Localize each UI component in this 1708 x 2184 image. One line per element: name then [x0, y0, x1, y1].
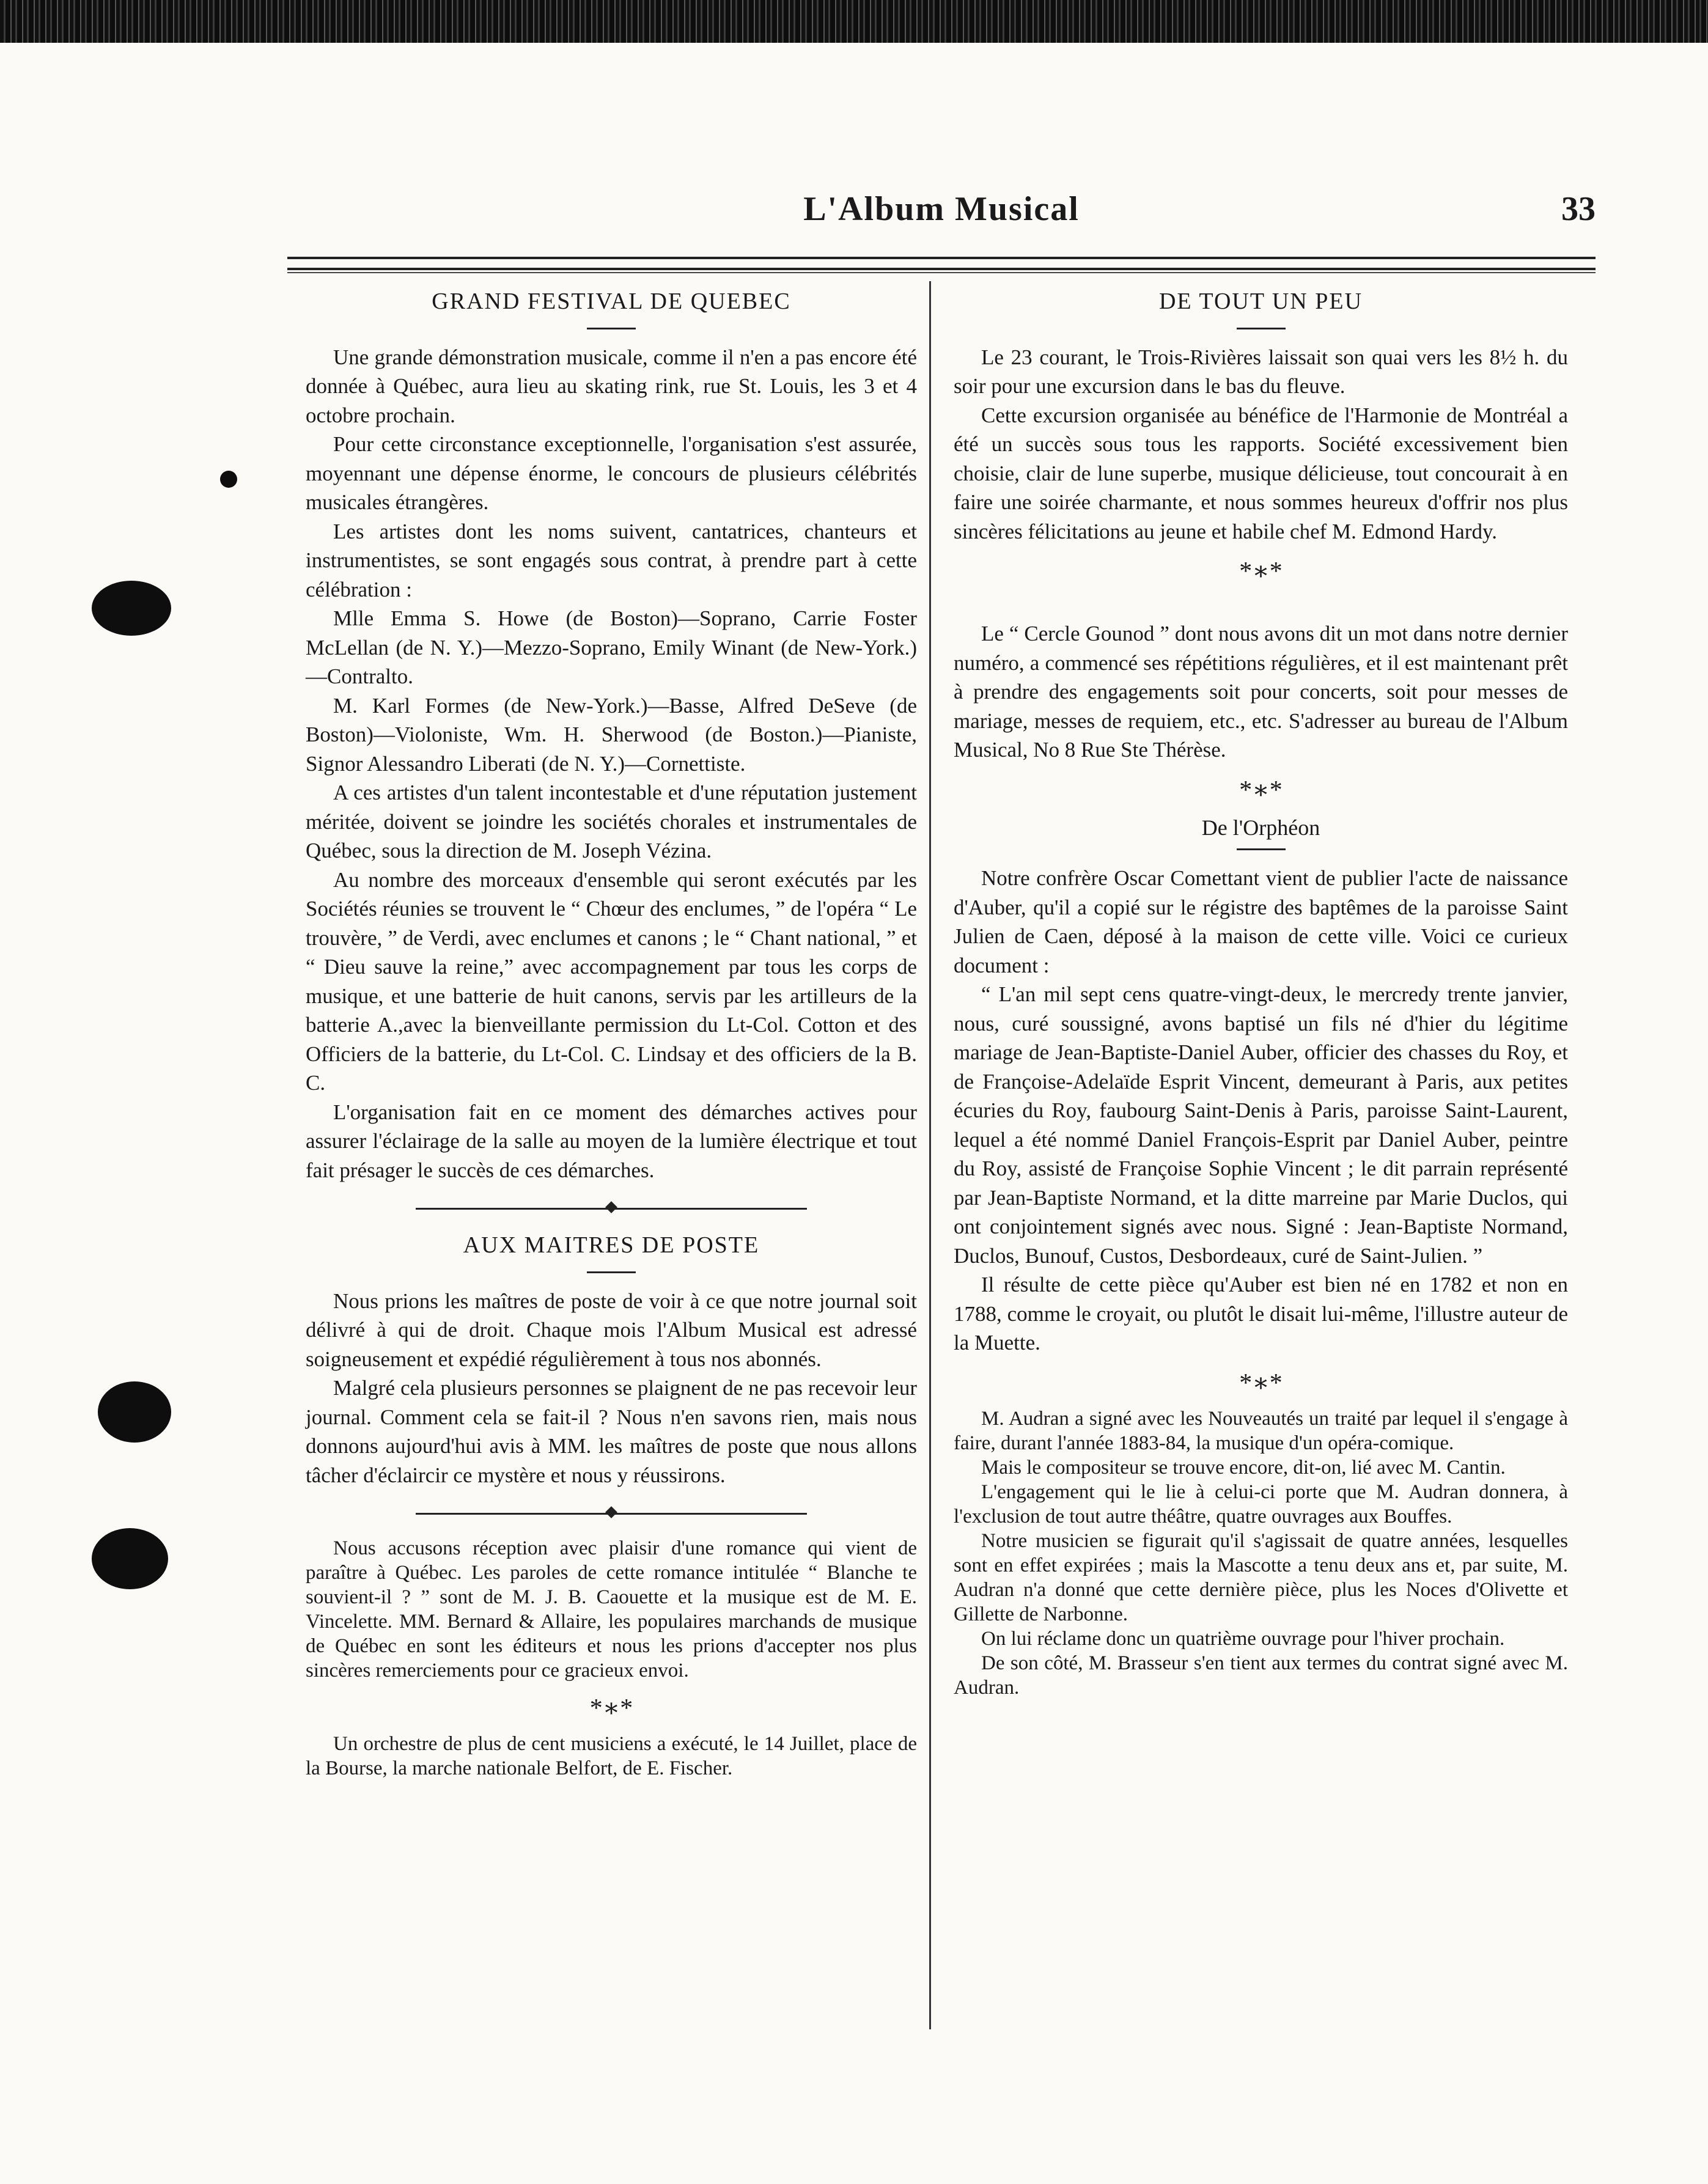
audran-paragraph: De son côté, M. Brasseur s'en tient aux termes du contrat signé avec M. Audran. [954, 1652, 1568, 1699]
margin-blot [92, 581, 171, 636]
asterism: *∗* [589, 1694, 633, 1723]
orpheon-subheading: De l'Orphéon [1201, 815, 1320, 840]
diamond-ornament [605, 1201, 617, 1213]
scan-edge-band [0, 0, 1708, 43]
orpheon-paragraph: Il résulte de cette pièce qu'Auber est bien né en 1782 et non en 1788, comme le croyait, ou plutôt le disait lui-même, l'illustre auteur de la Muette. [954, 1273, 1568, 1355]
heading-rule [1237, 328, 1286, 329]
ornamental-rule [306, 1196, 917, 1220]
audran-paragraph: Notre musicien se figurait qu'il s'agissait de quatre années, lesquelles sont en effet expirées ; mais la Mascotte a tenu deux ans et, par suite, M. Audran n'a donné que cette dernière pièce, plus les Noces d'Olivette et Gillette de Narbonne. [954, 1529, 1568, 1625]
left-column [306, 287, 917, 1781]
heading-rule [587, 328, 636, 329]
festival-paragraph: A ces artistes d'un talent incontestable et d'une réputation justement méritée, doivent se joindre les sociétés chorales et instrumentales de Québec, sous la direction de M. Joseph Vézina. [306, 781, 917, 862]
right-column [954, 287, 1568, 1700]
festival-paragraph: Une grande démonstration musicale, comme il n'en a pas encore été donnée à Québec, aura lieu au skating rink, rue St. Louis, les 3 et 4 octobre prochain. [306, 345, 917, 427]
orpheon-paragraph: Notre confrère Oscar Comettant vient de publier l'acte de naissance d'Auber, qu'il a copié sur le régistre des baptêmes de la paroisse Saint Julien de Caen, déposé à la maison de cette ville. Voici ce curieux document : [954, 866, 1568, 977]
postmasters-paragraph: Malgré cela plusieurs personnes se plaignent de ne pas recevoir leur journal. Comment cela se fait-il ? Nous n'en savons rien, mais nous donnons aujourd'hui avis à MM. les maîtres de poste que nous allons tâcher d'éclaircir ce mystère et nous y réussirons. [306, 1376, 917, 1487]
festival-paragraph: Mlle Emma S. Howe (de Boston)—Soprano, Carrie Foster McLellan (de N. Y.)—Mezzo-Soprano, Emily Winant (de New-York.)—Contralto. [306, 606, 917, 688]
margin-blot [98, 1381, 171, 1443]
postmasters-heading: AUX MAITRES DE POSTE [463, 1232, 760, 1258]
spacer [954, 595, 1568, 619]
festival-paragraph: Au nombre des morceaux d'ensemble qui seront exécutés par les Sociétés réunies se trouvent le “ Chœur des enclumes, ” de l'opéra “ Le trouvère, ” de Verdi, avec enclumes et canons ; le “ Chant national, ” et “ Dieu sauve la reine,” avec accompagnement par tous les corps de musique, et une batterie de huit canons, servis par les artilleurs de la batterie A.,avec la bienveillante permission du Lt-Col. Cotton et des Officiers de la batterie, du Lt-Col. C. Lindsay et des officiers de la B. C. [306, 867, 917, 1095]
ornamental-rule [306, 1501, 917, 1525]
diamond-ornament [605, 1506, 617, 1518]
asterism: *∗* [1239, 776, 1283, 804]
header-thin-rule [287, 272, 1596, 273]
asterism: *∗* [1239, 557, 1283, 586]
running-title: L'Album Musical [803, 190, 1080, 228]
festival-paragraph: Les artistes dont les noms suivent, cantatrices, chanteurs et instrumentistes, se sont engagés sous contrat, à prendre part à cette célébration : [306, 519, 917, 601]
festival-paragraph: M. Karl Formes (de New-York.)—Basse, Alfred DeSeve (de Boston)—Violoniste, Wm. H. Sherwood (de Boston.)—Pianiste, Signor Alessandro Liberati (de N. Y.)—Cornettiste. [306, 693, 917, 776]
cercle-gounod-paragraph: Le “ Cercle Gounod ” dont nous avons dit un mot dans notre dernier numéro, a commencé ses répétitions régulières, et il est maintenant prêt à prendre des engagements soit pour concerts, soit pour messes de mariage, messes de requiem, etc., etc. S'adresser au bureau de l'Album Musical, No 8 Rue Ste Thérèse. [954, 622, 1568, 762]
page-number: 33 [1561, 190, 1596, 228]
column-divider [929, 281, 931, 2029]
notice-paragraph: Nous accusons réception avec plaisir d'une romance qui vient de paraître à Québec. Les paroles de cette romance intitulée “ Blanche te souvient-il ? ” sont de M. J. B. Caouette et la musique est de M. E. Vincelette. MM. Bernard & Allaire, les populaires marchands de musique de Québec en sont les éditeurs et nous les prions d'accepter nos plus sincères remerciements pour ce gracieux envoi. [306, 1537, 917, 1682]
audran-paragraph: Mais le compositeur se trouve encore, dit-on, lié avec M. Cantin. [981, 1456, 1506, 1479]
festival-paragraph: Pour cette circonstance exceptionnelle, l'organisation s'est assurée, moyennant une dépense énorme, le concours de plusieurs célébrités musicales étrangères. [306, 432, 917, 514]
festival-heading: GRAND FESTIVAL DE QUEBEC [432, 289, 791, 314]
festival-paragraph: L'organisation fait en ce moment des démarches actives pour assurer l'éclairage de la salle au moyen de la lumière électrique et tout fait présager le succès de ces démarches. [306, 1100, 917, 1182]
audran-paragraph: L'engagement qui le lie à celui-ci porte que M. Audran donnera, à l'exclusion de tout autre théâtre, quatre ouvrages aux Bouffes. [954, 1480, 1568, 1528]
postmasters-paragraph: Nous prions les maîtres de poste de voir à ce que notre journal soit délivré à qui de droit. Chaque mois l'Album Musical est adressé soigneusement et expédié régulièrement à tous nos abonnés. [306, 1289, 917, 1371]
audran-paragraph: On lui réclame donc un quatrième ouvrage pour l'hiver prochain. [981, 1627, 1505, 1650]
page-header [287, 183, 1596, 251]
header-double-rule [287, 257, 1596, 270]
margin-blot [92, 1528, 168, 1589]
miscellany-heading: DE TOUT UN PEU [1158, 289, 1363, 314]
margin-blot [220, 471, 237, 488]
notice-paragraph: Un orchestre de plus de cent musiciens a exécuté, le 14 Juillet, place de la Bourse, la marche nationale Belfort, de E. Fischer. [306, 1733, 917, 1779]
excursion-paragraph: Cette excursion organisée au bénéfice de l'Harmonie de Montréal a été un succès sous tous les rapports. Société excessivement bien choisie, clair de lune superbe, musique délicieuse, tout concourait à en faire une soirée charmante, et nous sommes heureux d'offrir nos plus sincères félicitations au jeune et habile chef M. Edmond Hardy. [954, 403, 1568, 543]
heading-rule [1237, 848, 1286, 850]
orpheon-paragraph: “ L'an mil sept cens quatre-vingt-deux, le mercredy trente janvier, nous, curé soussigné, avons baptisé un fils né d'hier du légitime mariage de Jean-Baptiste-Daniel Auber, officier des chasses du Roy, et de Françoise-Adelaïde Esprit Vincent, demeurant à Paris, aux petites écuries du Roy, faubourg Saint-Denis à Paris, paroisse Saint-Laurent, lequel a été nommé Daniel François-Esprit par Daniel Auber, peintre du Roy, assisté de Françoise Sophie Vincent ; le dit parrain représenté par Jean-Baptiste Normand, et la ditte marreine par Marie Duclos, qui ont conjointement signés avec nous. Signé : Jean-Baptiste Normand, Duclos, Bunouf, Custos, Desbordeaux, curé de Saint-Julien. ” [954, 982, 1568, 1268]
heading-rule [587, 1271, 636, 1273]
asterism: *∗* [1239, 1369, 1283, 1397]
excursion-paragraph: Le 23 courant, le Trois-Rivières laissait son quai vers les 8½ h. du soir pour une excursion dans le bas du fleuve. [954, 345, 1568, 398]
audran-paragraph: M. Audran a signé avec les Nouveautés un traité par lequel il s'engage à faire, durant l'année 1883-84, la musique d'un opéra-comique. [954, 1407, 1568, 1454]
